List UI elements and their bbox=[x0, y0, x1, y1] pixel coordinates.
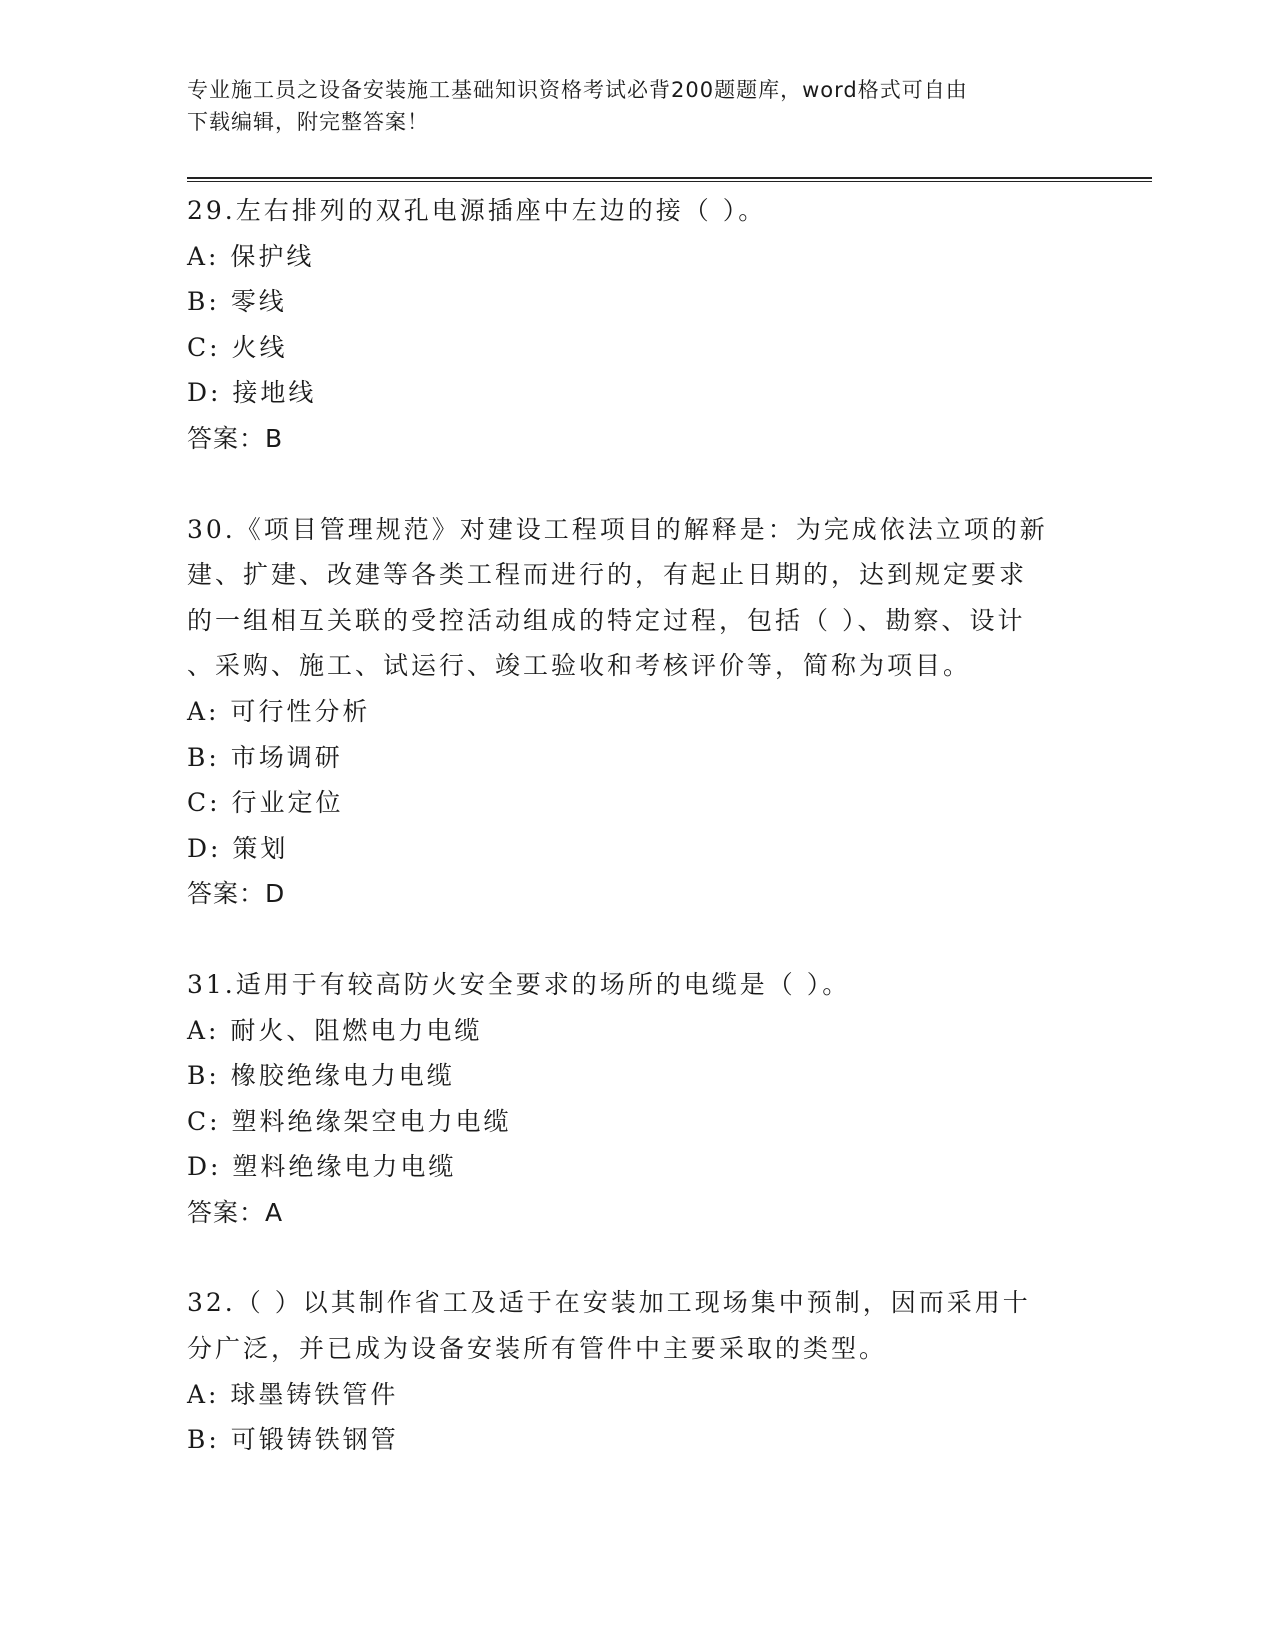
answer-line: 答案：D bbox=[187, 879, 286, 909]
option-b: B: 市场调研 bbox=[187, 742, 343, 772]
question-stem: 32.（ ）以其制作省工及适于在安装加工现场集中预制，因而采用十 bbox=[187, 1288, 1031, 1318]
option-b: B: 可锻铸铁钢管 bbox=[187, 1425, 399, 1455]
header-title-line-2: 下载编辑，附完整答案！ bbox=[187, 110, 429, 134]
document-header bbox=[187, 74, 1087, 138]
option-b: B: 橡胶绝缘电力电缆 bbox=[187, 1061, 455, 1091]
question-stem: 建、扩建、改建等各类工程而进行的，有起止日期的，达到规定要求 bbox=[187, 560, 1028, 590]
header-divider-thin bbox=[187, 181, 1152, 182]
question-stem: 、采购、施工、试运行、竣工验收和考核评价等，简称为项目。 bbox=[187, 651, 972, 681]
header-divider-thick bbox=[187, 177, 1152, 179]
question-stem: 分广泛，并已成为设备安装所有管件中主要采取的类型。 bbox=[187, 1334, 888, 1364]
question-stem: 30.《项目管理规范》对建设工程项目的解释是：为完成依法立项的新 bbox=[187, 514, 1048, 544]
header-title-line-1: 专业施工员之设备安装施工基础知识资格考试必背200题题库，word格式可自由 bbox=[187, 78, 968, 102]
option-d: D: 策划 bbox=[187, 833, 289, 863]
option-d: D: 接地线 bbox=[187, 378, 317, 408]
option-c: C: 火线 bbox=[187, 332, 288, 362]
answer-line: 答案：B bbox=[187, 423, 284, 453]
question-30 bbox=[187, 507, 1087, 917]
option-b: B: 零线 bbox=[187, 287, 287, 317]
question-stem: 31.适用于有较高防火安全要求的场所的电缆是（ ）。 bbox=[187, 969, 851, 999]
option-d: D: 塑料绝缘电力电缆 bbox=[187, 1152, 457, 1182]
question-31 bbox=[187, 962, 1087, 1236]
option-a: A: 保护线 bbox=[187, 241, 315, 271]
question-29 bbox=[187, 188, 1087, 462]
question-32 bbox=[187, 1280, 1087, 1462]
question-stem: 29.左右排列的双孔电源插座中左边的接（ ）。 bbox=[187, 196, 767, 225]
option-c: C: 塑料绝缘架空电力电缆 bbox=[187, 1106, 512, 1136]
option-a: A: 可行性分析 bbox=[187, 696, 371, 726]
option-a: A: 球墨铸铁管件 bbox=[187, 1379, 399, 1409]
option-c: C: 行业定位 bbox=[187, 788, 344, 818]
answer-line: 答案：A bbox=[187, 1197, 284, 1227]
question-stem: 的一组相互关联的受控活动组成的特定过程，包括（ ）、勘察、设计 bbox=[187, 605, 1026, 635]
option-a: A: 耐火、阻燃电力电缆 bbox=[187, 1015, 483, 1045]
question-list bbox=[187, 188, 1087, 1508]
